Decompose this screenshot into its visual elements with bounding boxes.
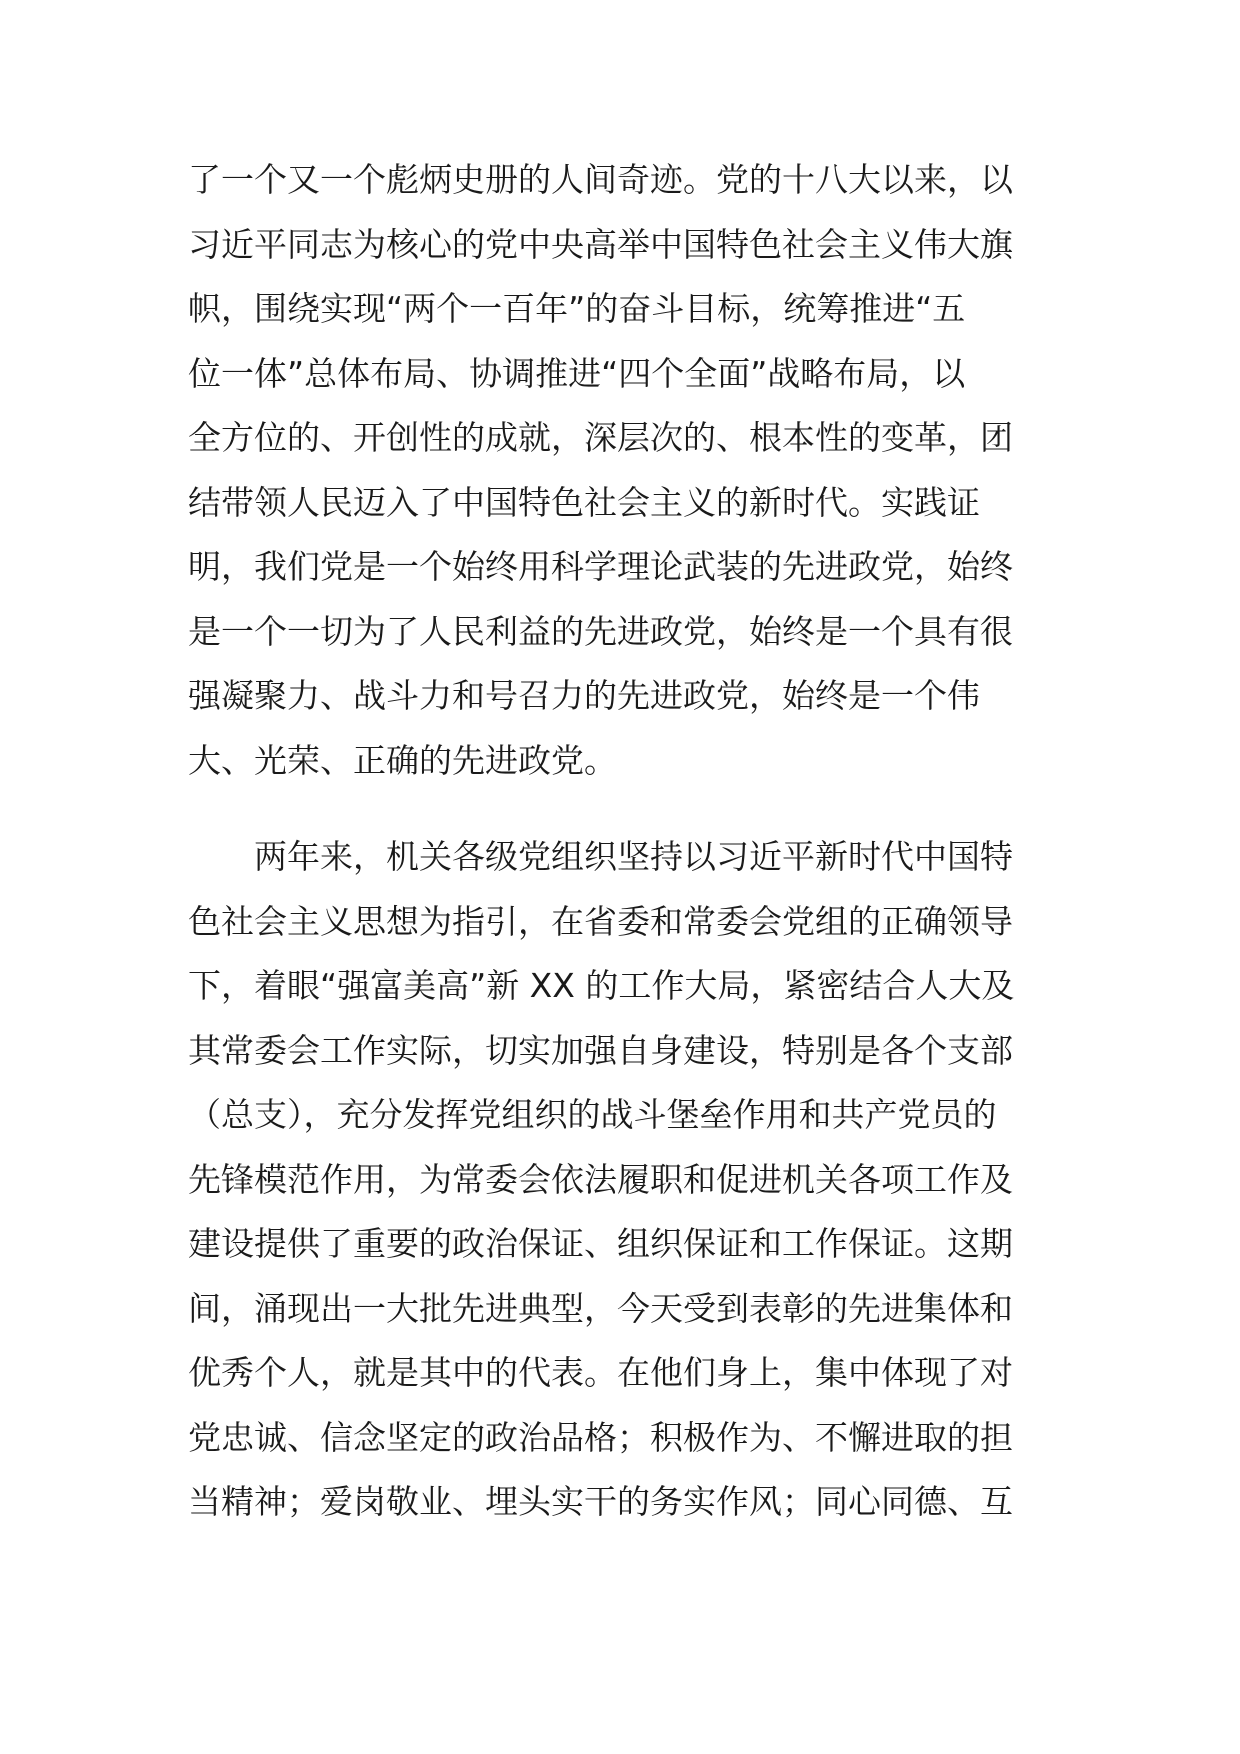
paragraph-line: 帜，围绕实现“两个一百年”的奋斗目标，统筹推进“五 <box>188 289 966 328</box>
paragraph-line: 党忠诚、信念坚定的政治品格；积极作为、不懈进取的担 <box>188 1417 1013 1457</box>
paragraph-line: 全方位的、开创性的成就，深层次的、根本性的变革，团 <box>188 418 1013 457</box>
paragraph-line: 大、光荣、正确的先进政党。 <box>188 740 617 780</box>
paragraph-line: 是一个一切为了人民利益的先进政党，始终是一个具有很 <box>188 611 1013 651</box>
paragraph-line: 当精神；爱岗敬业、埋头实干的务实作风；同心同德、互 <box>188 1482 1013 1521</box>
paragraph-line: 优秀个人，就是其中的代表。在他们身上，集中体现了对 <box>188 1353 1013 1392</box>
paragraph-line: 强凝聚力、战斗力和号召力的先进政党，始终是一个伟 <box>188 676 980 715</box>
paragraph-line: 了一个又一个彪炳史册的人间奇迹。党的十八大以来，以 <box>188 160 1013 199</box>
paragraph-line: 其常委会工作实际，切实加强自身建设，特别是各个支部 <box>188 1030 1013 1070</box>
paragraph-line: 两年来，机关各级党组织坚持以习近平新时代中国特 <box>254 837 1013 876</box>
paragraph-line: 结带领人民迈入了中国特色社会主义的新时代。实践证 <box>188 482 980 522</box>
paragraph-1 <box>188 148 1054 793</box>
paragraph-line: 间，涌现出一大批先进典型，今天受到表彰的先进集体和 <box>188 1288 1013 1328</box>
paragraph-line: 明，我们党是一个始终用科学理论武装的先进政党，始终 <box>188 547 1013 586</box>
paragraph-line: 先锋模范作用，为常委会依法履职和促进机关各项工作及 <box>188 1159 1013 1199</box>
paragraph-line: 习近平同志为核心的党中央高举中国特色社会主义伟大旗 <box>188 224 1013 264</box>
paragraph-line: 位一体”总体布局、协调推进“四个全面”战略布局，以 <box>188 353 966 393</box>
paragraph-2 <box>188 825 1054 1535</box>
paragraph-line: 建设提供了重要的政治保证、组织保证和工作保证。这期 <box>188 1224 1013 1263</box>
paragraph-line: 下，着眼“强富美高”新 XX 的工作大局，紧密结合人大及 <box>188 966 1015 1005</box>
paragraph-line: （总支），充分发挥党组织的战斗堡垒作用和共产党员的 <box>188 1095 997 1134</box>
paragraph-line: 色社会主义思想为指引，在省委和常委会党组的正确领导 <box>188 901 1013 941</box>
